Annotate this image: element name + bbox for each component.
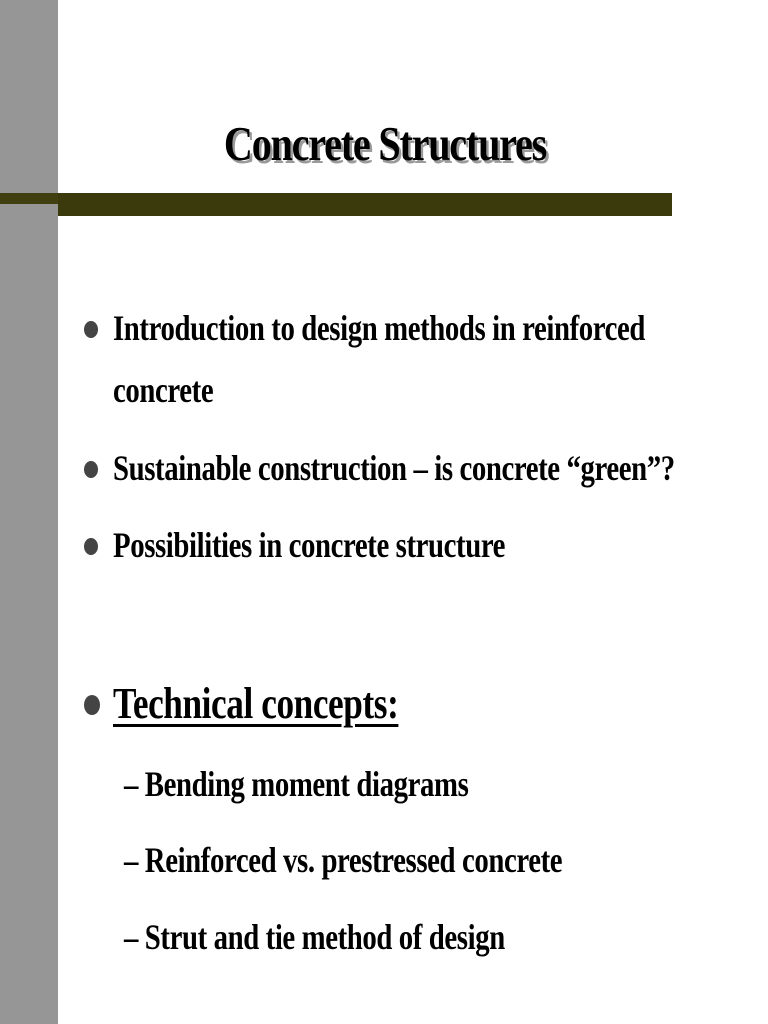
bullet-dot-icon: [84, 695, 100, 715]
bullet-dot-icon: [84, 538, 98, 555]
bullet-dot-icon: [84, 461, 98, 478]
bullet-dot-icon: [84, 321, 98, 338]
bullet-text: Sustainable construction – is concrete “green”?: [113, 448, 675, 488]
sub-item: – Strut and tie method of design: [124, 917, 505, 957]
slide-title: Concrete Structures: [223, 116, 547, 171]
technical-heading: Technical concepts:: [113, 679, 399, 728]
sub-item: – Reinforced vs. prestressed concrete: [124, 840, 563, 880]
sub-item: – Bending moment diagrams: [124, 764, 469, 804]
bullet-text: Introduction to design methods in reinforced concrete: [113, 308, 646, 410]
bullet-text: Possibilities in concrete structure: [113, 525, 506, 565]
